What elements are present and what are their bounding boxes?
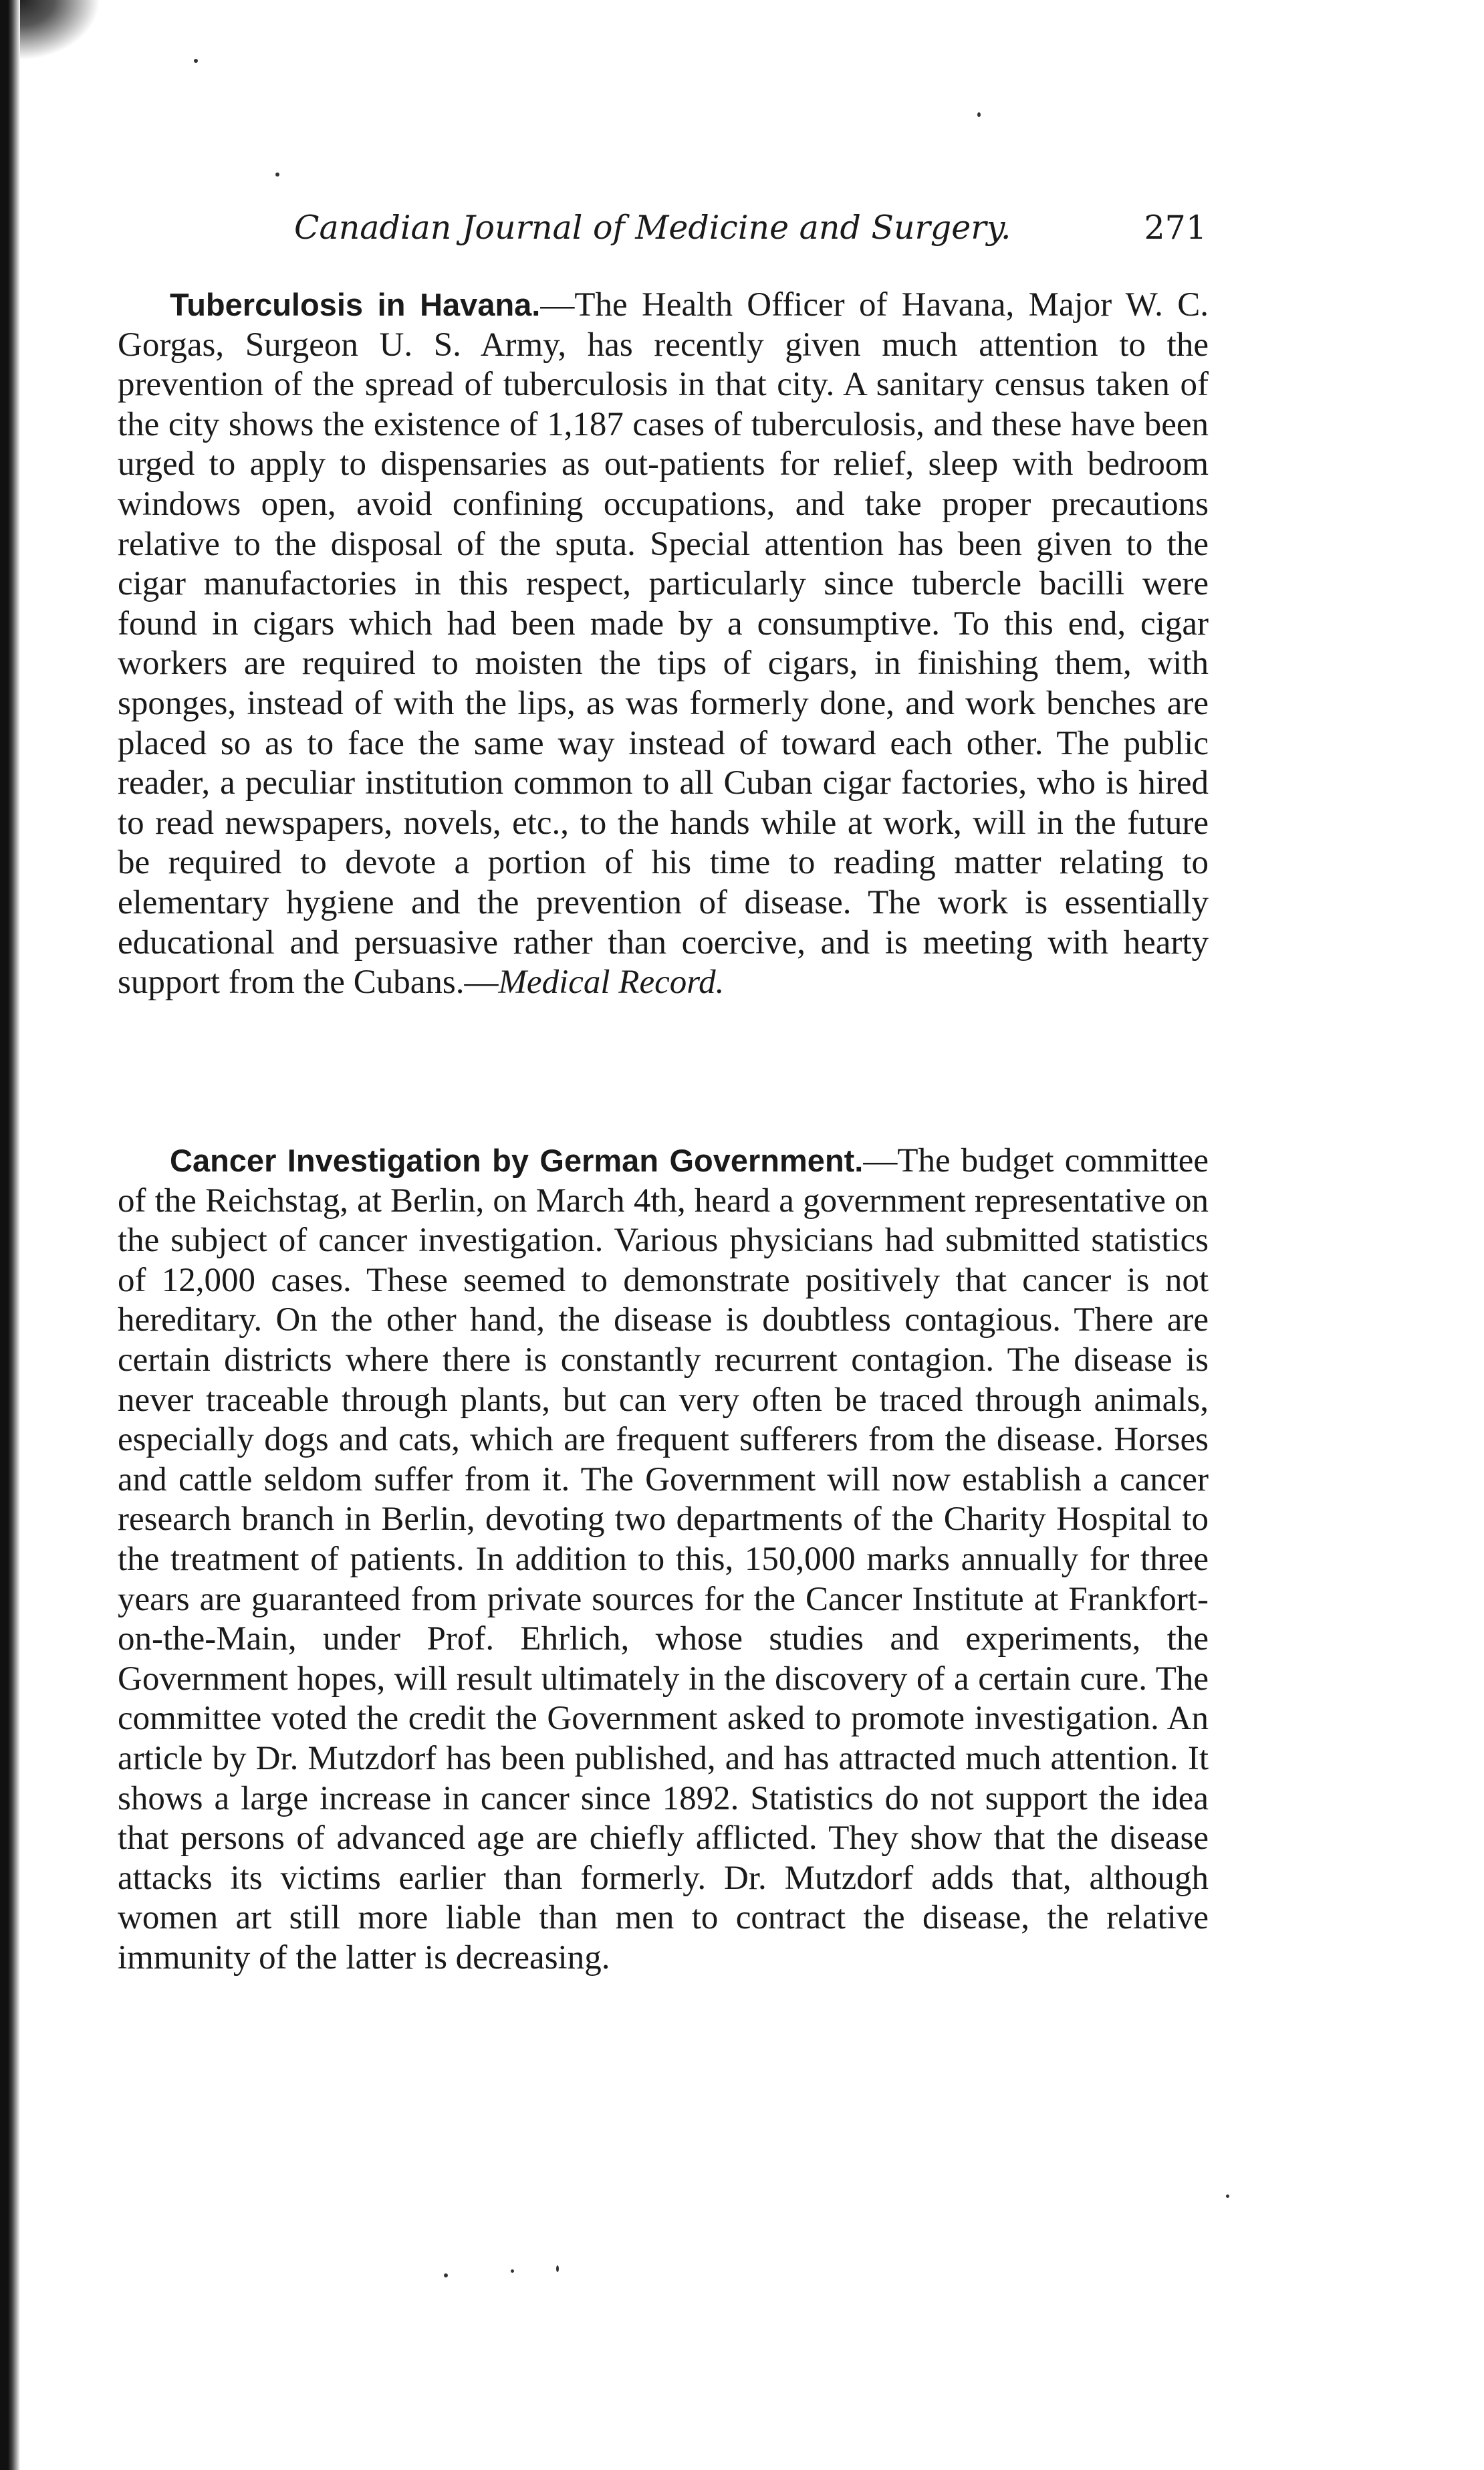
page-binding-edge (0, 0, 20, 2470)
article-source: Medical Record. (498, 964, 725, 1002)
paper-speck (275, 173, 279, 177)
article-body: —The budget committee of the Reichstag, at Berlin, on March 4th, heard a government representative on the subject of cancer investigation. Various physicians had submitted statistics of 12,000 cases. These seemed to demonstrate positively that cancer is not hereditary. On the other hand, the disease is doubtless contagious. There are certain districts where there is constantly recurrent contagion. The disease is never traceable through plants, but can very often be traced through animals, especially dogs and cats, which are frequent sufferers from the disease. Horses and cattle seldom suffer from it. The Government will now establish a cancer research branch in Berlin, devoting two departments of the Charity Hospital to the treatment of patients. In addition to this, 150,000 marks annually for three years are guaranteed from private sources for the Cancer Institute at Frankfort-on-the-Main, under Prof. Ehrlich, whose studies and experiments, the Government hopes, will result ultimately in the discovery of a certain cure. The committee voted the credit the Government asked to promote investigation. An article by Dr. Mutzdorf has been published, and has attracted much attention. It shows a large increase in cancer since 1892. Statistics do not support the idea that persons of advanced age are chiefly afflicted. They show that the disease attacks its victims earlier than formerly. Dr. Mutzdorf adds that, although women art still more liable than men to contract the disease, the relative immunity of the latter is decreasing. (118, 1142, 1209, 1977)
paper-speck (1226, 2195, 1229, 2198)
paper-speck (194, 59, 198, 63)
article-paragraph (118, 285, 1209, 1003)
article-heading: Cancer Investigation by German Government. (170, 1143, 864, 1178)
paper-speck (556, 2265, 559, 2272)
paper-speck (511, 2269, 514, 2273)
article-heading: Tuberculosis in Havana. (170, 287, 541, 322)
paper-speck (444, 2273, 448, 2277)
article-cancer-investigation (118, 1141, 1209, 1978)
journal-title: Canadian Journal of Medicine and Surgery. (294, 209, 1011, 247)
running-head (294, 209, 1207, 262)
article-paragraph (118, 1141, 1209, 1978)
paper-speck (977, 112, 981, 117)
article-body: —The Health Officer of Havana, Major W. C. Gorgas, Surgeon U. S. Army, has recently given much attention to the prevention of the spread of tuberculosis in that city. A sanitary census taken of the city shows the existence of 1,187 cases of tuberculosis, and these have been urged to apply to dispensaries as out-patients for relief, sleep with bedroom windows open, avoid confining occupations, and take proper precautions relative to the disposal of the sputa. Special attention has been given to the cigar manufactories in this respect, particularly since tubercle bacilli were found in cigars which had been made by a consumptive. To this end, cigar workers are required to moisten the tips of cigars, in finishing them, with sponges, instead of with the lips, as was formerly done, and work benches are placed so as to face the same way instead of toward each other. The public reader, a peculiar institution common to all Cuban cigar factories, who is hired to read newspapers, novels, etc., to the hands while at work, will in the future be required to devote a portion of his time to reading matter relating to elementary hygiene and the prevention of disease. The work is essentially educational and persuasive rather than coercive, and is meeting with hearty support from the Cubans.— (118, 286, 1209, 1002)
page-number: 271 (1144, 209, 1207, 247)
binding-shadow (20, 0, 100, 60)
article-tuberculosis-in-havana (118, 285, 1209, 1003)
